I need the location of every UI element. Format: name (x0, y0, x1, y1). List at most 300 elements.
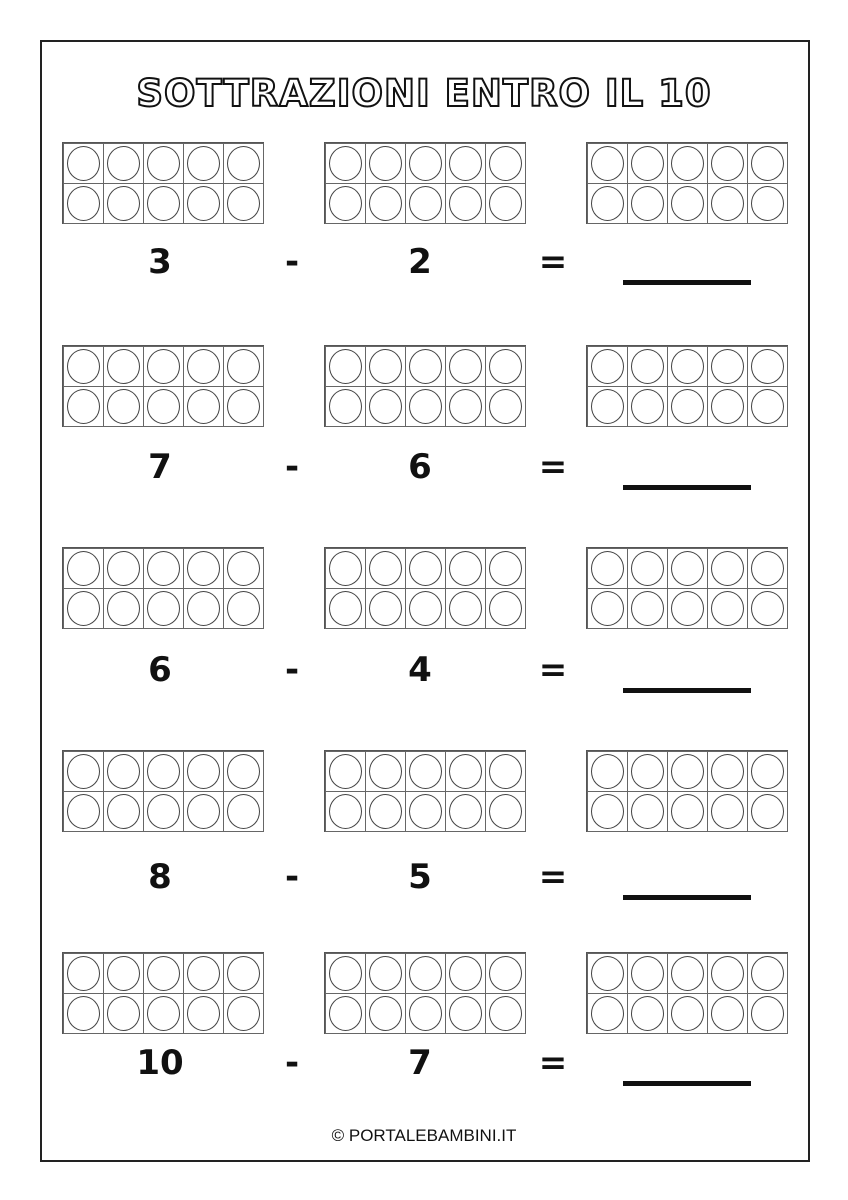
frame-cell (445, 791, 486, 832)
counter-circle[interactable] (329, 349, 362, 384)
frame-cell (143, 548, 184, 589)
counter-circle[interactable] (147, 186, 180, 221)
frame-cell (183, 993, 224, 1034)
counter-circle[interactable] (409, 349, 442, 384)
counter-circle[interactable] (671, 349, 704, 384)
frame-cell (445, 183, 486, 224)
frame-cell (667, 751, 708, 792)
frame-cell (103, 143, 144, 184)
counter-circle[interactable] (147, 146, 180, 181)
frame-cell (485, 183, 526, 224)
frame-cell (223, 143, 264, 184)
frame-cell (223, 953, 264, 994)
frame-cell (627, 346, 668, 387)
counter-circle[interactable] (107, 754, 140, 789)
counter-circle[interactable] (751, 591, 784, 626)
ten-frame-result (586, 547, 788, 629)
counter-circle[interactable] (631, 591, 664, 626)
frame-cell (587, 751, 628, 792)
counter-circle[interactable] (449, 754, 482, 789)
counter-circle[interactable] (671, 591, 704, 626)
counter-circle[interactable] (711, 186, 744, 221)
frame-cell (143, 751, 184, 792)
counter-circle[interactable] (409, 146, 442, 181)
frame-cell (143, 386, 184, 427)
frame-cell (667, 588, 708, 629)
counter-circle[interactable] (711, 389, 744, 424)
answer-blank[interactable] (623, 895, 751, 900)
minus-sign: - (284, 242, 300, 282)
counter-circle[interactable] (449, 591, 482, 626)
counter-circle[interactable] (751, 794, 784, 829)
counter-circle[interactable] (369, 551, 402, 586)
frame-cell (63, 548, 104, 589)
frame-cell (445, 548, 486, 589)
counter-circle[interactable] (329, 551, 362, 586)
frame-cell (103, 183, 144, 224)
counter-circle[interactable] (631, 551, 664, 586)
counter-circle[interactable] (147, 349, 180, 384)
frame-cell (627, 993, 668, 1034)
frame-cell (63, 346, 104, 387)
counter-circle[interactable] (369, 389, 402, 424)
frame-cell (183, 548, 224, 589)
counter-circle[interactable] (711, 996, 744, 1031)
counter-circle[interactable] (409, 794, 442, 829)
frame-cell (667, 548, 708, 589)
frame-cell (365, 953, 406, 994)
answer-blank[interactable] (623, 280, 751, 285)
frame-cell (405, 751, 446, 792)
frame-cell (747, 548, 788, 589)
counter-circle[interactable] (751, 956, 784, 991)
counter-circle[interactable] (631, 389, 664, 424)
frame-cell (485, 588, 526, 629)
counter-circle[interactable] (449, 996, 482, 1031)
counter-circle[interactable] (67, 754, 100, 789)
frame-cell (485, 751, 526, 792)
counter-circle[interactable] (187, 591, 220, 626)
counter-circle[interactable] (711, 349, 744, 384)
frame-cell (325, 791, 366, 832)
counter-circle[interactable] (329, 956, 362, 991)
counter-circle[interactable] (187, 794, 220, 829)
counter-circle[interactable] (67, 349, 100, 384)
frame-cell (667, 143, 708, 184)
counter-circle[interactable] (711, 551, 744, 586)
counter-circle[interactable] (369, 186, 402, 221)
answer-blank[interactable] (623, 1081, 751, 1086)
counter-circle[interactable] (409, 996, 442, 1031)
frame-cell (747, 953, 788, 994)
frame-cell (445, 751, 486, 792)
frame-cell (143, 953, 184, 994)
counter-circle[interactable] (631, 996, 664, 1031)
frame-cell (627, 953, 668, 994)
counter-circle[interactable] (107, 956, 140, 991)
counter-circle[interactable] (489, 794, 522, 829)
frame-cell (325, 953, 366, 994)
frame-cell (63, 588, 104, 629)
minuend: 6 (148, 650, 172, 690)
frame-cell (627, 183, 668, 224)
counter-circle[interactable] (147, 996, 180, 1031)
counter-circle[interactable] (369, 349, 402, 384)
counter-circle[interactable] (329, 996, 362, 1031)
frame-cell (707, 346, 748, 387)
counter-circle[interactable] (631, 349, 664, 384)
frame-cell (325, 588, 366, 629)
frame-cell (747, 993, 788, 1034)
counter-circle[interactable] (671, 754, 704, 789)
counter-circle[interactable] (369, 591, 402, 626)
counter-circle[interactable] (489, 754, 522, 789)
counter-circle[interactable] (227, 389, 260, 424)
ten-frame-minuend (62, 142, 264, 224)
frame-cell (63, 143, 104, 184)
frame-cell (183, 751, 224, 792)
counter-circle[interactable] (67, 591, 100, 626)
counter-circle[interactable] (631, 186, 664, 221)
counter-circle[interactable] (409, 389, 442, 424)
counter-circle[interactable] (227, 186, 260, 221)
counter-circle[interactable] (329, 794, 362, 829)
frame-cell (325, 993, 366, 1034)
frame-cell (667, 791, 708, 832)
counter-circle[interactable] (449, 146, 482, 181)
counter-circle[interactable] (631, 794, 664, 829)
counter-circle[interactable] (409, 551, 442, 586)
counter-circle[interactable] (449, 349, 482, 384)
frame-cell (325, 183, 366, 224)
frame-cell (707, 791, 748, 832)
minus-sign: - (284, 857, 300, 897)
frame-cell (63, 953, 104, 994)
frame-cell (183, 953, 224, 994)
frame-cell (747, 751, 788, 792)
answer-blank[interactable] (623, 688, 751, 693)
frame-cell (587, 791, 628, 832)
minuend: 3 (148, 242, 172, 282)
counter-circle[interactable] (751, 186, 784, 221)
frame-cell (325, 143, 366, 184)
ten-frame-subtrahend (324, 345, 526, 427)
counter-circle[interactable] (147, 956, 180, 991)
frame-cell (405, 588, 446, 629)
frame-cell (365, 548, 406, 589)
counter-circle[interactable] (227, 996, 260, 1031)
ten-frame-minuend (62, 952, 264, 1034)
frame-cell (485, 143, 526, 184)
counter-circle[interactable] (671, 146, 704, 181)
counter-circle[interactable] (67, 996, 100, 1031)
counter-circle[interactable] (147, 591, 180, 626)
counter-circle[interactable] (711, 956, 744, 991)
counter-circle[interactable] (631, 956, 664, 991)
frame-cell (707, 548, 748, 589)
counter-circle[interactable] (449, 794, 482, 829)
frame-cell (445, 953, 486, 994)
counter-circle[interactable] (671, 186, 704, 221)
counter-circle[interactable] (67, 551, 100, 586)
counter-circle[interactable] (489, 186, 522, 221)
frame-cell (405, 953, 446, 994)
minus-sign: - (284, 650, 300, 690)
frame-cell (365, 346, 406, 387)
minuend: 8 (148, 857, 172, 897)
counter-circle[interactable] (107, 551, 140, 586)
frame-cell (667, 346, 708, 387)
frame-cell (587, 548, 628, 589)
frame-cell (183, 791, 224, 832)
frame-cell (63, 751, 104, 792)
frame-cell (747, 143, 788, 184)
counter-circle[interactable] (489, 956, 522, 991)
counter-circle[interactable] (631, 146, 664, 181)
equals-sign: = (538, 857, 568, 897)
counter-circle[interactable] (409, 591, 442, 626)
frame-cell (707, 386, 748, 427)
counter-circle[interactable] (751, 389, 784, 424)
frame-cell (587, 183, 628, 224)
counter-circle[interactable] (227, 754, 260, 789)
ten-frame-subtrahend (324, 142, 526, 224)
counter-circle[interactable] (751, 349, 784, 384)
frame-cell (143, 346, 184, 387)
frame-cell (587, 993, 628, 1034)
frame-cell (183, 183, 224, 224)
counter-circle[interactable] (591, 754, 624, 789)
frame-cell (485, 993, 526, 1034)
frame-cell (223, 183, 264, 224)
counter-circle[interactable] (369, 754, 402, 789)
counter-circle[interactable] (329, 389, 362, 424)
answer-blank[interactable] (623, 485, 751, 490)
frame-cell (183, 346, 224, 387)
counter-circle[interactable] (751, 996, 784, 1031)
counter-circle[interactable] (449, 186, 482, 221)
counter-circle[interactable] (591, 956, 624, 991)
frame-cell (627, 588, 668, 629)
counter-circle[interactable] (107, 186, 140, 221)
frame-cell (143, 791, 184, 832)
frame-cell (143, 588, 184, 629)
ten-frame-subtrahend (324, 952, 526, 1034)
counter-circle[interactable] (631, 754, 664, 789)
frame-cell (365, 588, 406, 629)
counter-circle[interactable] (591, 186, 624, 221)
counter-circle[interactable] (67, 186, 100, 221)
frame-cell (183, 588, 224, 629)
copyright-footer: © PORTALEBAMBINI.IT (331, 1126, 517, 1145)
counter-circle[interactable] (187, 186, 220, 221)
subtrahend: 4 (408, 650, 432, 690)
subtrahend: 5 (408, 857, 432, 897)
counter-circle[interactable] (227, 349, 260, 384)
counter-circle[interactable] (329, 754, 362, 789)
frame-cell (707, 588, 748, 629)
counter-circle[interactable] (107, 389, 140, 424)
counter-circle[interactable] (227, 591, 260, 626)
counter-circle[interactable] (107, 349, 140, 384)
counter-circle[interactable] (147, 754, 180, 789)
counter-circle[interactable] (671, 956, 704, 991)
frame-cell (707, 751, 748, 792)
counter-circle[interactable] (449, 956, 482, 991)
counter-circle[interactable] (227, 551, 260, 586)
frame-cell (223, 548, 264, 589)
frame-cell (325, 548, 366, 589)
counter-circle[interactable] (329, 146, 362, 181)
frame-cell (405, 386, 446, 427)
counter-circle[interactable] (187, 754, 220, 789)
counter-circle[interactable] (591, 349, 624, 384)
frame-cell (667, 993, 708, 1034)
frame-cell (707, 993, 748, 1034)
frame-cell (445, 993, 486, 1034)
counter-circle[interactable] (449, 551, 482, 586)
counter-circle[interactable] (227, 794, 260, 829)
frame-cell (627, 751, 668, 792)
counter-circle[interactable] (591, 146, 624, 181)
counter-circle[interactable] (751, 146, 784, 181)
counter-circle[interactable] (67, 794, 100, 829)
frame-cell (445, 386, 486, 427)
frame-cell (405, 346, 446, 387)
counter-circle[interactable] (489, 591, 522, 626)
frame-cell (747, 791, 788, 832)
counter-circle[interactable] (489, 389, 522, 424)
frame-cell (223, 791, 264, 832)
counter-circle[interactable] (329, 186, 362, 221)
counter-circle[interactable] (711, 591, 744, 626)
counter-circle[interactable] (67, 146, 100, 181)
frame-cell (223, 588, 264, 629)
counter-circle[interactable] (147, 551, 180, 586)
frame-cell (747, 346, 788, 387)
ten-frame-result (586, 142, 788, 224)
counter-circle[interactable] (449, 389, 482, 424)
counter-circle[interactable] (751, 551, 784, 586)
frame-cell (365, 143, 406, 184)
counter-circle[interactable] (671, 389, 704, 424)
counter-circle[interactable] (329, 591, 362, 626)
counter-circle[interactable] (369, 956, 402, 991)
counter-circle[interactable] (227, 146, 260, 181)
counter-circle[interactable] (591, 794, 624, 829)
frame-cell (63, 386, 104, 427)
counter-circle[interactable] (67, 389, 100, 424)
counter-circle[interactable] (489, 996, 522, 1031)
frame-cell (103, 548, 144, 589)
frame-cell (485, 953, 526, 994)
counter-circle[interactable] (671, 794, 704, 829)
frame-cell (667, 386, 708, 427)
frame-cell (747, 588, 788, 629)
counter-circle[interactable] (711, 754, 744, 789)
frame-cell (485, 791, 526, 832)
counter-circle[interactable] (751, 754, 784, 789)
frame-cell (587, 143, 628, 184)
counter-circle[interactable] (147, 794, 180, 829)
counter-circle[interactable] (107, 591, 140, 626)
counter-circle[interactable] (409, 186, 442, 221)
counter-circle[interactable] (591, 551, 624, 586)
equals-sign: = (538, 1043, 568, 1083)
ten-frame-result (586, 750, 788, 832)
frame-cell (485, 346, 526, 387)
counter-circle[interactable] (107, 996, 140, 1031)
counter-circle[interactable] (187, 389, 220, 424)
counter-circle[interactable] (591, 389, 624, 424)
counter-circle[interactable] (591, 591, 624, 626)
frame-cell (103, 346, 144, 387)
counter-circle[interactable] (369, 146, 402, 181)
counter-circle[interactable] (187, 349, 220, 384)
frame-cell (103, 791, 144, 832)
counter-circle[interactable] (107, 146, 140, 181)
counter-circle[interactable] (489, 146, 522, 181)
frame-cell (63, 183, 104, 224)
frame-cell (143, 993, 184, 1034)
frame-cell (587, 346, 628, 387)
counter-circle[interactable] (409, 956, 442, 991)
counter-circle[interactable] (187, 146, 220, 181)
counter-circle[interactable] (489, 551, 522, 586)
counter-circle[interactable] (107, 794, 140, 829)
frame-cell (707, 143, 748, 184)
counter-circle[interactable] (369, 996, 402, 1031)
counter-circle[interactable] (67, 956, 100, 991)
frame-cell (405, 183, 446, 224)
counter-circle[interactable] (227, 956, 260, 991)
counter-circle[interactable] (147, 389, 180, 424)
frame-cell (223, 751, 264, 792)
equals-sign: = (538, 447, 568, 487)
counter-circle[interactable] (369, 794, 402, 829)
counter-circle[interactable] (671, 551, 704, 586)
counter-circle[interactable] (711, 794, 744, 829)
counter-circle[interactable] (187, 956, 220, 991)
frame-cell (707, 183, 748, 224)
frame-cell (63, 993, 104, 1034)
counter-circle[interactable] (591, 996, 624, 1031)
ten-frame-minuend (62, 750, 264, 832)
equals-sign: = (538, 650, 568, 690)
frame-cell (627, 143, 668, 184)
frame-cell (445, 346, 486, 387)
counter-circle[interactable] (489, 349, 522, 384)
frame-cell (103, 386, 144, 427)
frame-cell (365, 791, 406, 832)
frame-cell (325, 386, 366, 427)
frame-cell (445, 588, 486, 629)
frame-cell (627, 548, 668, 589)
frame-cell (667, 183, 708, 224)
ten-frame-minuend (62, 345, 264, 427)
counter-circle[interactable] (187, 551, 220, 586)
counter-circle[interactable] (409, 754, 442, 789)
frame-cell (667, 953, 708, 994)
frame-cell (627, 386, 668, 427)
minus-sign: - (284, 1043, 300, 1083)
counter-circle[interactable] (711, 146, 744, 181)
frame-cell (747, 386, 788, 427)
frame-cell (627, 791, 668, 832)
counter-circle[interactable] (187, 996, 220, 1031)
frame-cell (405, 993, 446, 1034)
counter-circle[interactable] (671, 996, 704, 1031)
